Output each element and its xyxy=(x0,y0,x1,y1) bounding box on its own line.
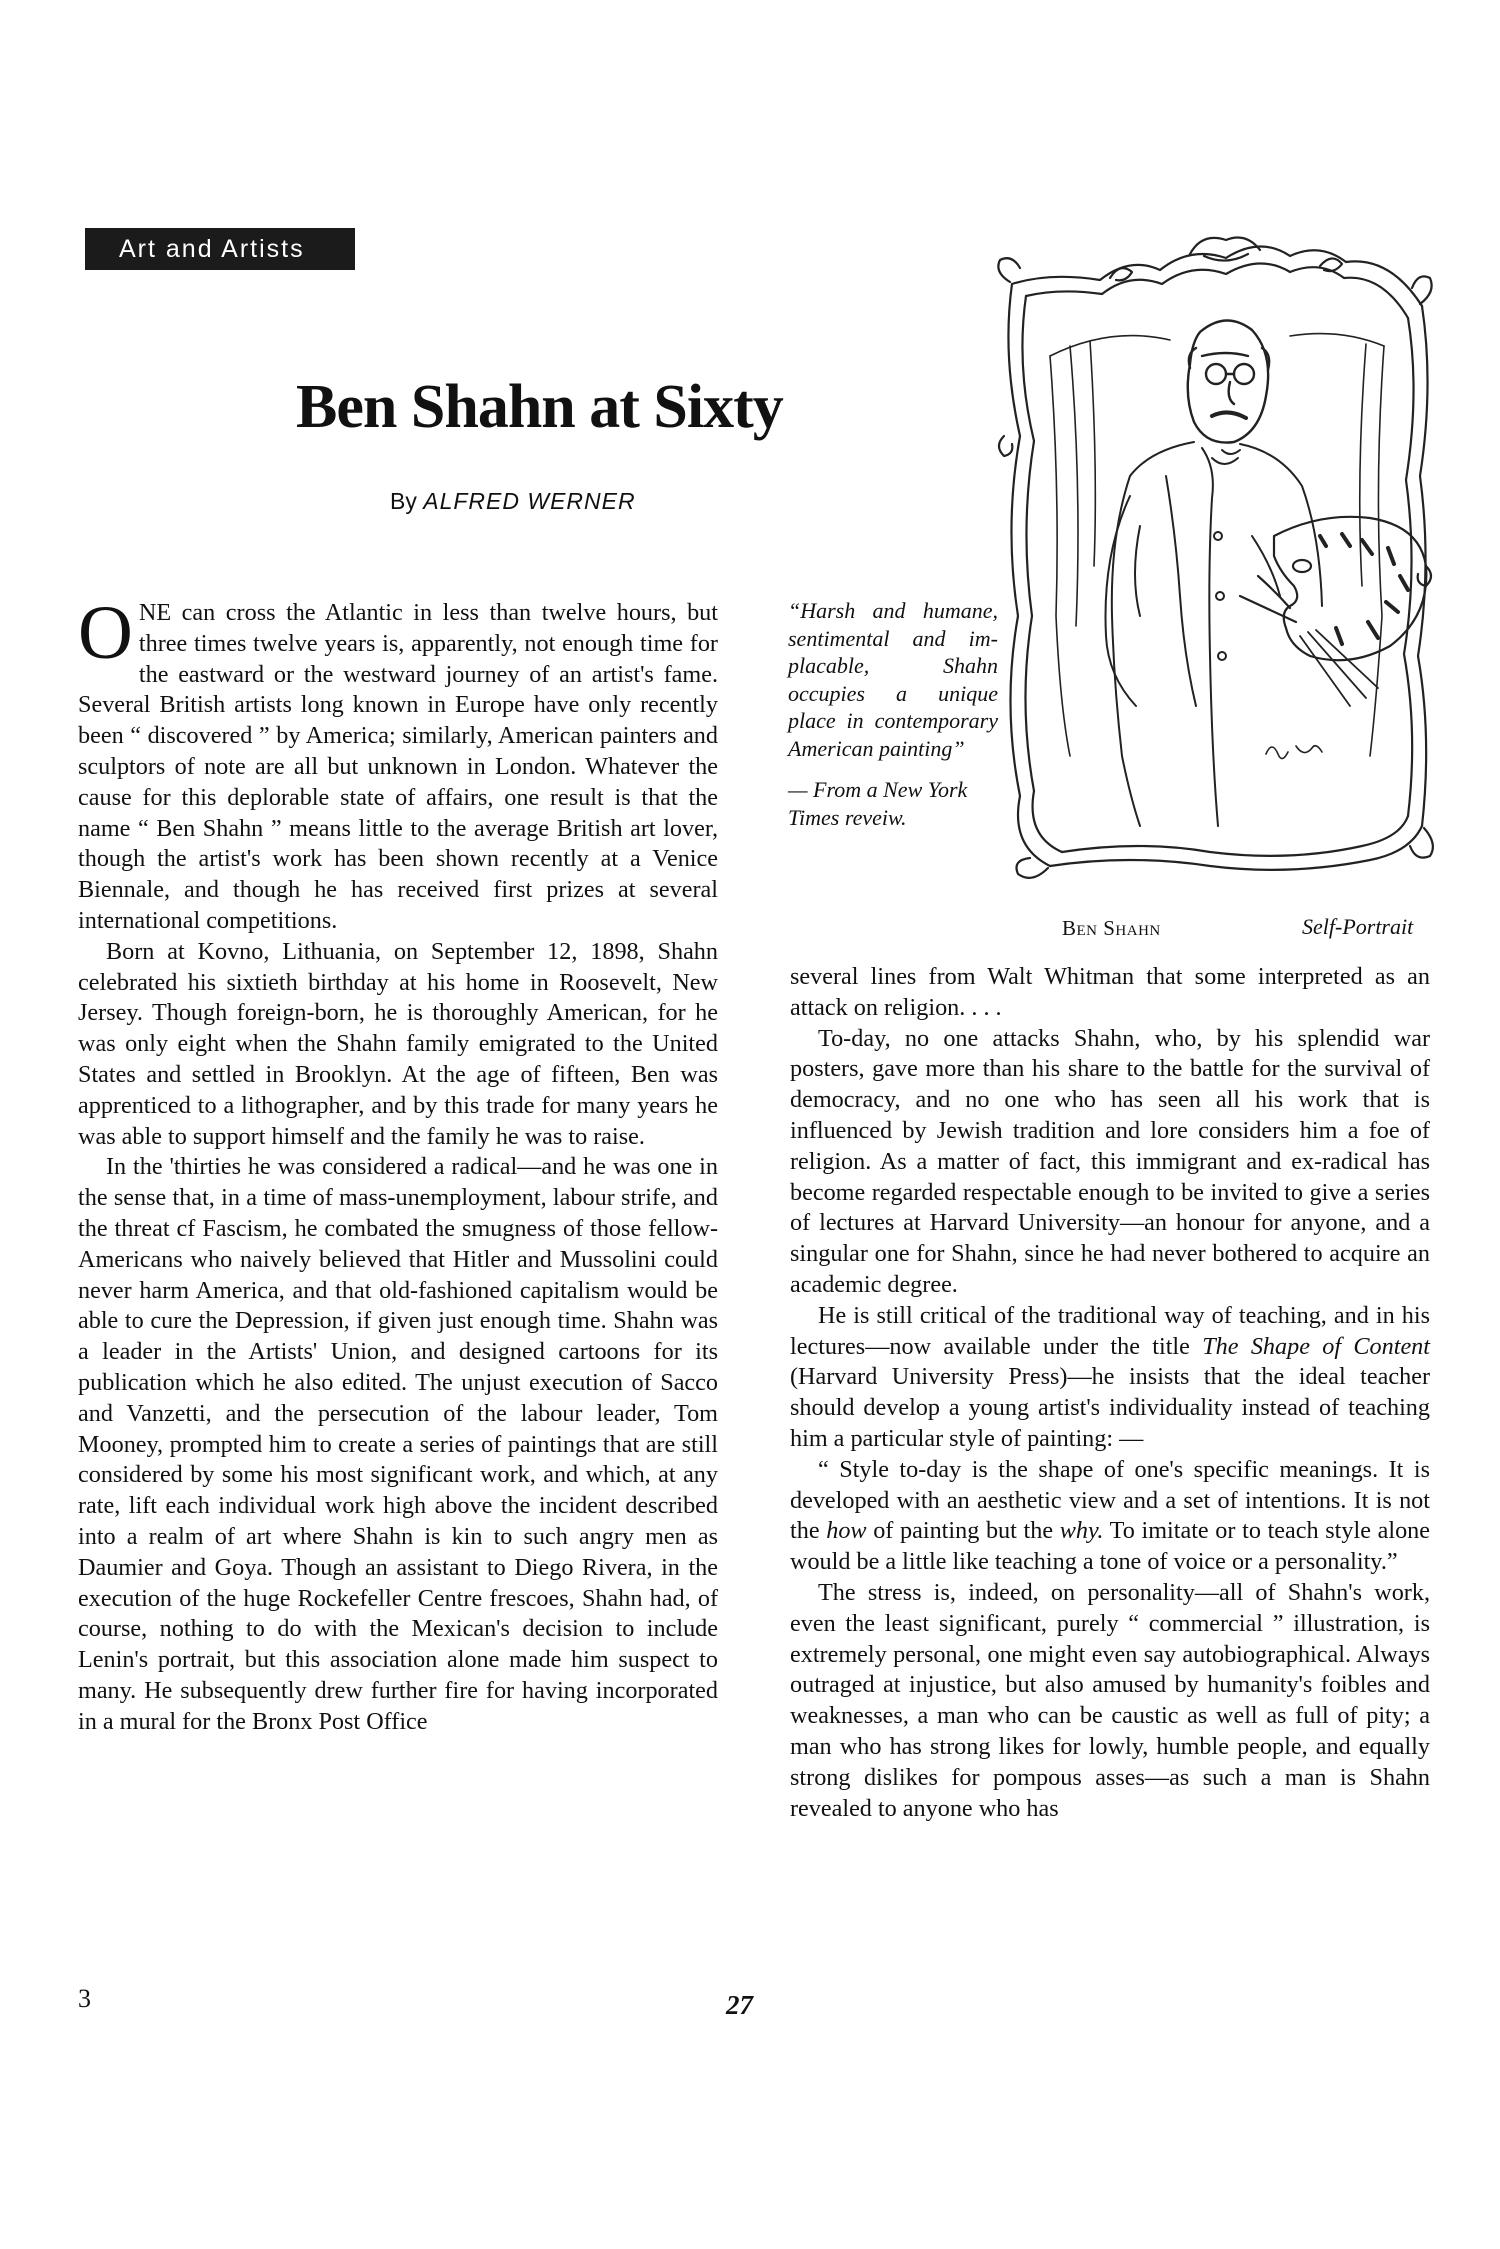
paragraph: several lines from Walt Whitman that some interpreted as an attack on religion. . . . xyxy=(790,963,1430,1021)
byline xyxy=(390,488,710,515)
right-column xyxy=(790,962,1430,1824)
section-label: Art and Artists xyxy=(85,228,355,270)
drop-cap: O xyxy=(78,591,133,675)
self-portrait-illustration xyxy=(990,236,1440,886)
artist-coat xyxy=(1106,442,1323,826)
artist-head xyxy=(1188,320,1269,442)
curtain xyxy=(1050,334,1384,756)
paragraph: To-day, no one attacks Shahn, who, by his splendid war posters, gave more than his share to the battle for the survival of democracy, and no one who has seen all his work that is influenced by Jewish tradition and lore considers him a foe of religion. As a matter of fact, this immigrant and ex-radical has become regarded respectable enough to be invited to give a series of lectures at Harvard University—an honour for anyone, and a singular one for Shahn, since he had never bothered to acquire an academic degree. xyxy=(790,1024,1430,1298)
book-title: The Shape of Content xyxy=(1202,1332,1430,1360)
paragraph-text: (Harvard University Press)—he insists that the ideal teacher should develop a young artist's individuality instead of teaching him a particular style of painting: — xyxy=(790,1363,1430,1452)
page-number: 27 xyxy=(726,1990,753,2020)
signature-scribble xyxy=(1266,746,1322,759)
emphasis: how xyxy=(826,1517,867,1545)
byline-prefix: By xyxy=(390,488,417,514)
paragraph-text: of painting but the xyxy=(866,1517,1060,1545)
quotation-paragraph xyxy=(790,1455,1430,1578)
emphasis: why. xyxy=(1059,1517,1104,1545)
paragraph: In the 'thirties he was considered a radical—and he was one in the sense that, in a time of mass-unemployment, labour strife, and the threat cf Fascism, he combated the smugness of those fellow-Americans who naively believed that Hitler and Mussolini could never harm America, and that old-fashioned capitalism would be able to cure the Depression, if given just enough time. Shahn was a leader in the Artists' Union, and designed cartoons for its publication which he also edited. The unjust execution of Sacco and Vanzetti, and the persecution of the labour leader, Tom Mooney, prompted him to create a series of paintings that are still considered by some his most significant work, and which, at any rate, lift each individual work high above the incident described into a realm of art where Shahn is kin to such angry men as Daumier and Goya. Though an assistant to Diego Rivera, in the execution of the huge Rockefeller Centre frescoes, Shahn had, of course, nothing to do with the Mexican's decision to include Lenin's portrait, but this association alone made him suspect to many. He subsequently drew further fire for having incorporated in a mural for the Bronx Post Office xyxy=(78,1153,718,1735)
left-column xyxy=(78,591,718,1737)
author-name: ALFRED WERNER xyxy=(423,488,636,514)
paragraph-text: “ Style to-day is the shape of one's specific meanings. It is developed with an aesthetic view and a set of intentions. It is not the xyxy=(790,1455,1430,1545)
paragraph: Born at Kovno, Lithuania, on September 12, 1898, Shahn celebrated his sixtieth birthday at his home in Roosevelt, New Jersey. Though foreign-born, he is thoroughly American, for he was only eight when the Shahn family emigrated to the United States and settled in Brooklyn. At the age of fifteen, Ben was apprenticed to a lithographer, and by this trade for many years he was able to support himself and the family he was to raise. xyxy=(78,937,718,1150)
pull-quote-text: “Harsh and humane, sentimental and implacable, Shahn occupies a unique place in contemporary American painting” xyxy=(788,598,998,761)
pull-quote xyxy=(788,597,998,831)
paragraph xyxy=(78,591,718,937)
article-title: Ben Shahn at Sixty xyxy=(296,373,783,441)
paragraph-text: NE can cross the Atlantic in less than twelve hours, but three times twelve years is, apparently, not enough time for the eastward or the westward journey of an artist's fame. Several British artists long known in Europe have only recently been “ discovered ” by America; similarly, American painters and sculptors of note are all but unknown in London. Whatever the cause for this deplorable state of affairs, one result is that the name “ Ben Shahn ” means little to the average British art lover, though the artist's work has been shown recently at a Venice Biennale, and though he has received first prizes at several international competitions. xyxy=(78,599,718,934)
gutter-mark: 3 xyxy=(78,1984,91,2013)
paragraph-text: He is still critical of the traditional way of teaching, and in his lectures—now available under the title xyxy=(790,1301,1430,1360)
artist-palette xyxy=(1240,517,1426,660)
paragraph: The stress is, indeed, on personality—all of Shahn's work, even the least significant, purely “ commercial ” illustration, is extremely personal, one might even say autobiographical. Always outraged at injustice, but also amused by humanity's foibles and weaknesses, a man who can be caustic as well as full of pity; a man who has strong likes for lowly, humble people, and equally strong dislikes for pompous asses—as such a man is Shahn revealed to anyone who has xyxy=(790,1578,1430,1822)
caption-artwork-title: Self-Portrait xyxy=(1302,914,1414,939)
caption-artist-name: Ben Shahn xyxy=(1062,916,1161,940)
paragraph-text: To imitate or to teach style alone would be a little like teaching a tone of voice or a personality.” xyxy=(790,1517,1430,1576)
paragraph xyxy=(790,1301,1430,1455)
pull-quote-source: — From a New York Times reveiw. xyxy=(788,777,968,830)
